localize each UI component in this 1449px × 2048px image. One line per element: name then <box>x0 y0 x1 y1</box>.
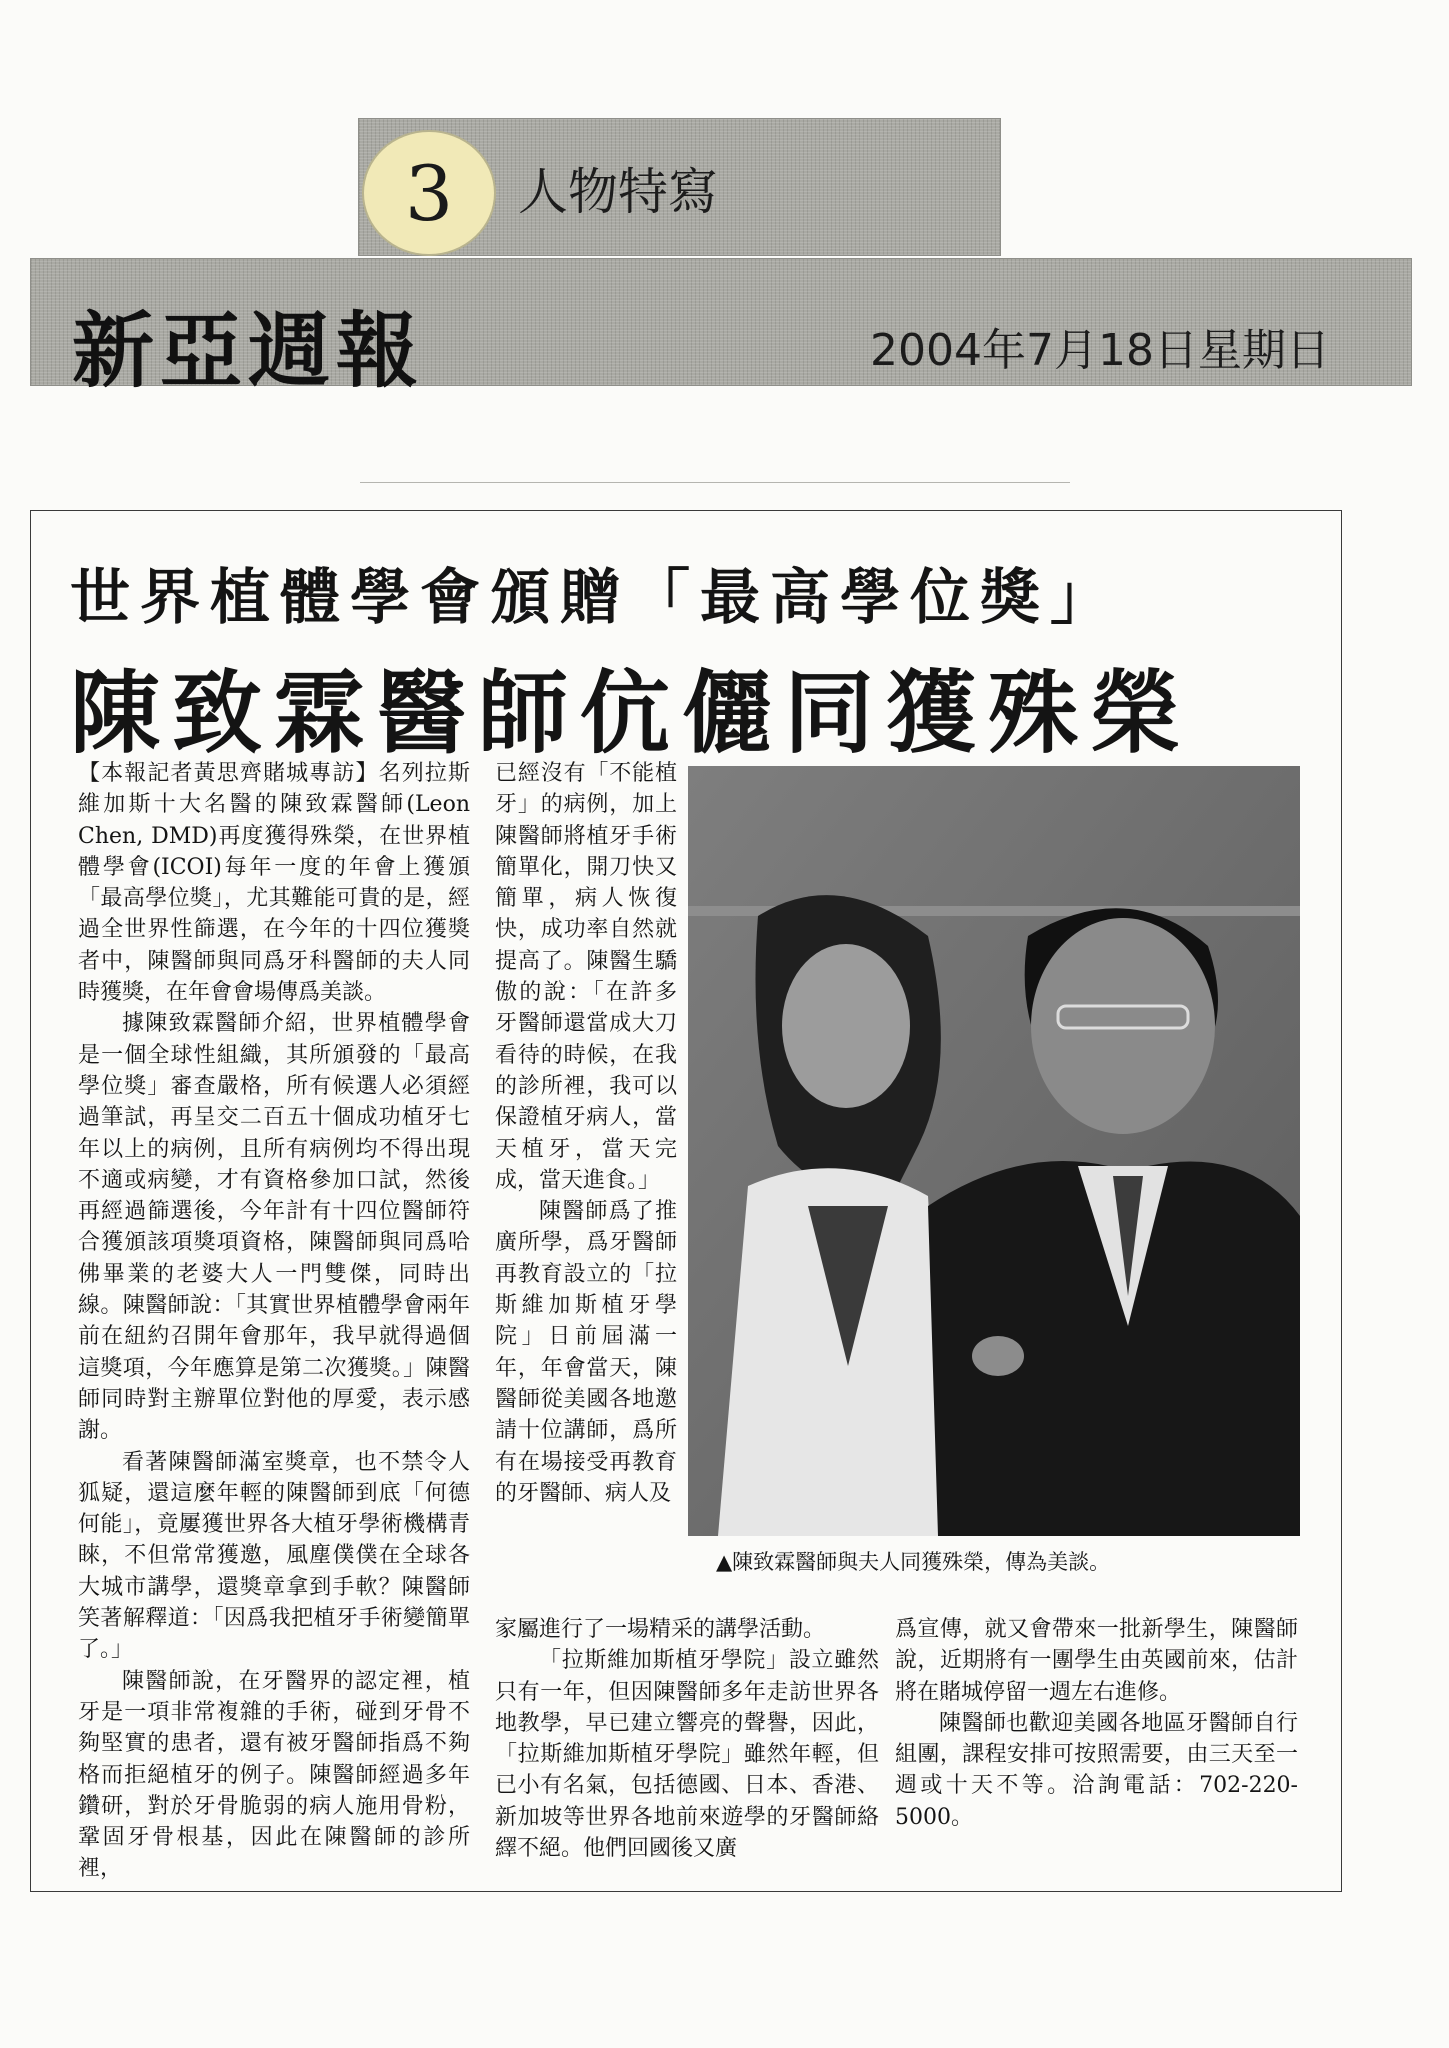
newspaper-name: 新亞週報 <box>72 303 425 399</box>
body-paragraph: 看著陳醫師滿室獎章，也不禁令人狐疑，還這麼年輕的陳醫師到底「何德何能」，竟屢獲世界各大植牙學術機構青睞，不但常常獲邀，風塵僕僕在全球各大城市講學，還獎章拿到手軟？陳醫師笑著解釋道：「因爲我把植牙手術變簡單了。」 <box>78 1449 470 1663</box>
body-paragraph: 陳醫師爲了推廣所學，爲牙醫師再教育設立的「拉斯維加斯植牙學院」日前屆滿一年，年會當天，陳醫師從美國各地邀請十位講師，爲所有在場接受再教育的牙醫師、病人及 <box>495 1199 677 1506</box>
body-paragraph: 爲宣傳，就又會帶來一批新學生，陳醫師說，近期將有一團學生由英國前來，估計將在賭城停留一週左右進修。 <box>895 1617 1298 1705</box>
body-paragraph: 陳醫師說，在牙醫界的認定裡，植牙是一項非常複雜的手術，碰到牙骨不夠堅實的患者，還有被牙醫師指爲不夠格而拒絕植牙的例子。陳醫師經過多年鑽研，對於牙骨脆弱的病人施用骨粉，鞏固牙骨根基，因此在陳醫師的診所裡， <box>78 1668 470 1882</box>
body-paragraph: 「拉斯維加斯植牙學院」設立雖然只有一年，但因陳醫師多年走訪世界各地教學，早已建立響亮的聲譽，因此，「拉斯維加斯植牙學院」雖然年輕，但已小有名氣，包括德國、日本、香港、新加坡等世界各地前來遊學的牙醫師絡繹不絕。他們回國後又廣 <box>495 1648 879 1862</box>
body-paragraph: 【本報記者黃思齊賭城專訪】名列拉斯維加斯十大名醫的陳致霖醫師(Leon Chen, DMD)再度獲得殊榮，在世界植體學會(ICOI)每年一度的年會上獲頒「最高學位獎」，尤其難能可貴的是，經過全世界性篩選，在今年的十四位獲獎者中，陳醫師與同爲牙科醫師的夫人同時獲獎，在年會會場傳爲美談。 <box>78 761 470 1006</box>
divider-rule <box>360 482 1070 483</box>
article-column-2 <box>495 758 677 1509</box>
article-kicker: 世界植體學會頒贈「最高學位獎」 <box>70 563 1120 633</box>
body-paragraph: 已經沒有「不能植牙」的病例，加上陳醫師將植牙手術簡單化，開刀快又簡單，病人恢復快，成功率自然就提高了。陳醫生驕傲的說：「在許多牙醫師還當成大刀看待的時候，在我的診所裡，我可以保證植牙病人，當天植牙，當天完成，當天進食。」 <box>495 761 677 1193</box>
issue-date: 2004年7月18日星期日 <box>870 325 1330 376</box>
body-paragraph: 陳醫師也歡迎美國各地區牙醫師自行組團，課程安排可按照需要，由三天至一週或十天不等。洽詢電話：702-220-5000。 <box>895 1710 1298 1830</box>
photo-caption: ▲陳致霖醫師與夫人同獲殊榮，傳為美談。 <box>716 1550 1111 1574</box>
article-column-3a <box>495 1614 879 1864</box>
body-paragraph: 據陳致霖醫師介紹，世界植體學會是一個全球性組織，其所頒發的「最高學位獎」審查嚴格，所有候選人必須經過筆試，再呈交二百五十個成功植牙七年以上的病例，且所有病例均不得出現不適或病變，才有資格參加口試，然後再經過篩選後，今年計有十四位醫師符合獲頒該項獎項資格，陳醫師與同爲哈佛畢業的老婆大人一門雙傑，同時出線。陳醫師說：「其實世界植體學會兩年前在紐約召開年會那年，我早就得過個這獎項，今年應算是第二次獲獎。」陳醫師同時對主辦單位對他的厚愛，表示感謝。 <box>78 1011 470 1444</box>
article-headline: 陳致霖醫師伉儷同獲殊榮 <box>70 660 1192 766</box>
couple-photo-image <box>688 766 1300 1536</box>
section-number-badge <box>362 130 496 256</box>
article-column-1 <box>78 758 470 1885</box>
body-paragraph: 家屬進行了一場精采的講學活動。 <box>495 1617 826 1642</box>
section-title: 人物特寫 <box>518 163 718 221</box>
section-number: 3 <box>404 148 454 238</box>
article-photo <box>688 766 1300 1536</box>
article-column-3b <box>895 1614 1298 1833</box>
